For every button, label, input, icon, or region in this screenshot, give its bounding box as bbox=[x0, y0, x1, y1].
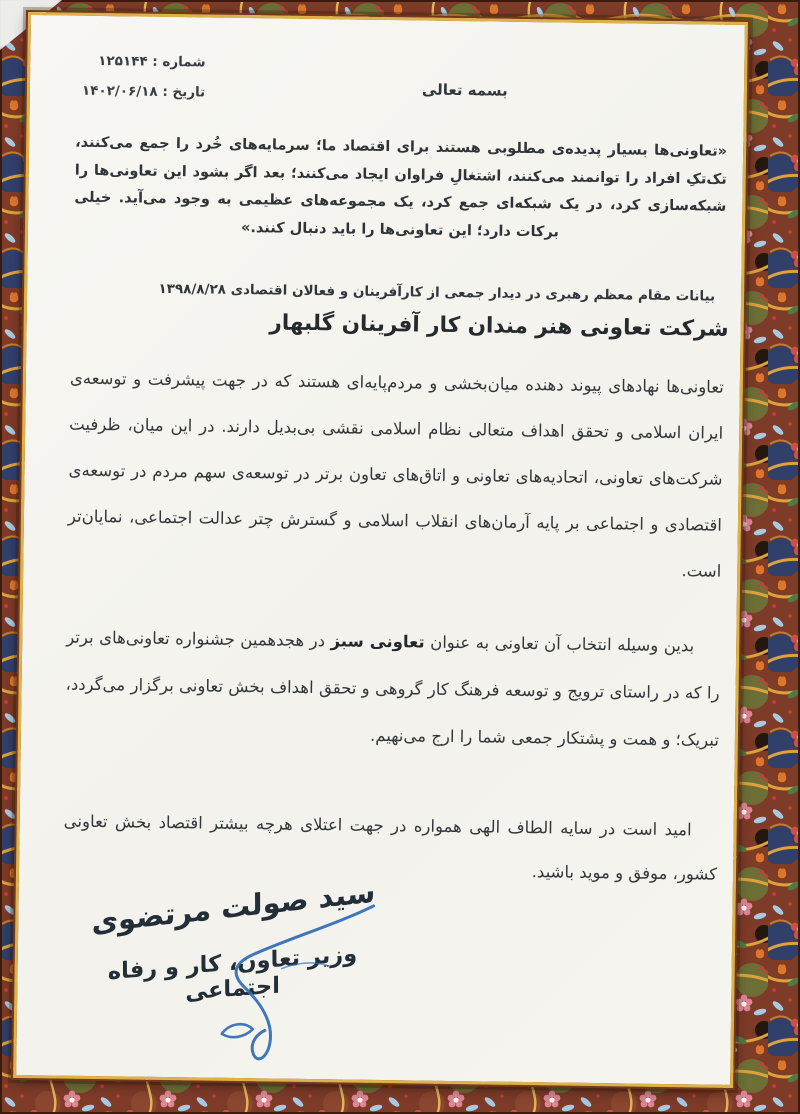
bismillah: بسمه تعالی bbox=[421, 80, 508, 100]
letter-page bbox=[13, 12, 748, 1088]
paragraph2-text-before: بدین وسیله انتخاب آن تعاونی به عنوان bbox=[424, 632, 695, 656]
recipient-title: شرکت تعاونی هنر مندان کار آفرینان گلبهار bbox=[269, 310, 729, 342]
letter-number-label: شماره : bbox=[152, 53, 206, 71]
letter-number-value: ۱۲۵۱۴۴ bbox=[98, 52, 148, 70]
letter-number-row bbox=[82, 46, 206, 78]
quote-attribution: بیانات مقام معظم رهبری در دیدار جمعی از کارآفرینان و فعالان اقتصادی ۱۳۹۸/۸/۲۸ bbox=[158, 280, 716, 305]
letter-date-label: تاریخ : bbox=[162, 83, 206, 101]
letter-date-row bbox=[82, 76, 206, 108]
signer-name: سید صولت مرتضوی bbox=[91, 874, 376, 940]
letterhead-meta bbox=[82, 46, 206, 108]
leader-quote: «تعاونی‌ها بسیار پدیده‌ی مطلوبی هستند برای اقتصاد ما؛ سرمایه‌های خُرد را جمع می‌کنند، تک‌تکِ افراد را توانمند می‌کنند، اشتغالِ فراوان ایجاد می‌کنند؛ بعد اگر بشود این تعاونی‌ها را شبکه‌سازی کرد، در یک شبکه‌ای جمع کرد، یک مجموعه‌های عظیمی به وجود می‌آید. خیلی برکات دارد؛ این تعاونی‌ها را باید دنبال کنند.» bbox=[74, 134, 728, 240]
body-paragraph-3: امید است در سایه الطاف الهی همواره در جهت اعتلای هرچه بیشتر اقتصاد بخش تعاونی کشور، موفق و موید باشید. bbox=[63, 811, 718, 884]
body-paragraph-2 bbox=[65, 614, 721, 764]
body-paragraph-1: تعاونی‌ها نهادهای پیوند دهنده میان‌بخشی و مردم‌پایه‌ای هستند که در جهت پیشرفت و توسعه‌ی ایران اسلامی و تحقق اهداف متعالی نظام اسلامی نقشی بی‌بدیل دارند. در این میان، ظرفیت شرکت‌های تعاونی، اتحادیه‌های تعاونی و اتاق‌های تعاون برتر در توسعه‌ی سهم مردم در توسعه‌ی اقتصادی و اجتماعی بر پایه آرمان‌های انقلاب اسلامی و گسترش چتر عدالت اجتماعی، نمایان‌تر است. bbox=[67, 368, 724, 581]
green-cooperative-highlight: تعاونی سبز bbox=[330, 631, 425, 652]
paragraph2-text-after: در هجدهمین جشنواره تعاونی‌های برتر را که در راستای ترویج و توسعه فرهنگ کار گروهی و تحقق اهداف بخش تعاونی برگزار می‌گردد، تبریک؛ و همت و پشتکار جمعی شما را ارج می‌نهیم. bbox=[65, 627, 720, 750]
letter-date-value: ۱۴۰۲/۰۶/۱۸ bbox=[81, 82, 158, 100]
signer-title: وزیر تعاون، کار و رفاه اجتماعی bbox=[107, 940, 358, 1006]
letter-content bbox=[16, 15, 745, 1085]
signature-block bbox=[81, 874, 385, 1006]
